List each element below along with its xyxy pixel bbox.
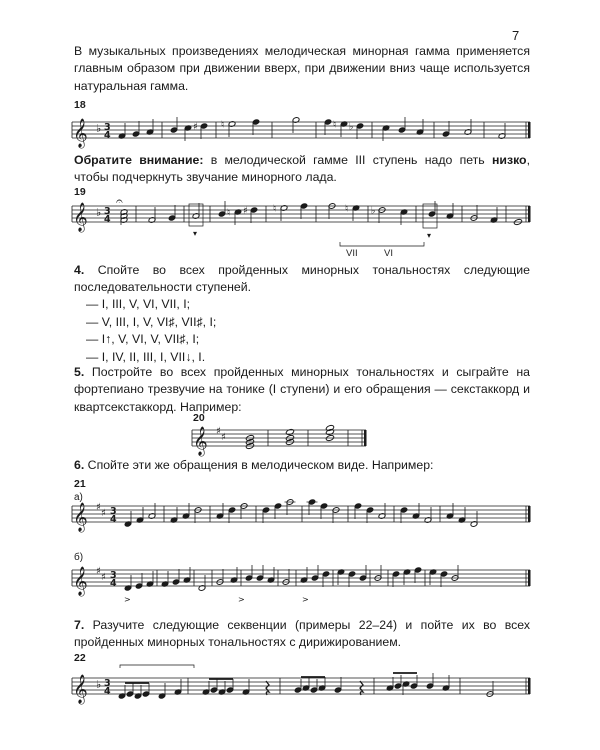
accidental-icon: ♭ — [371, 205, 376, 217]
accidental-icon: ♮ — [345, 203, 349, 215]
task-7-text: Разучите следующие секвенции (примеры 22–24) и пойте их во всех пройденных минорных тональностях с дирижированием. — [74, 618, 530, 650]
sharp-icon: ♯ — [216, 426, 221, 437]
accent-mark: > — [238, 595, 245, 604]
accidental-icon: ♯ — [243, 205, 248, 217]
music-staff-18 — [70, 112, 532, 152]
final-bar-thick — [528, 678, 531, 694]
task-4 — [74, 262, 530, 297]
accidental-icon: ♮ — [227, 207, 231, 219]
list-item: — V, III, I, V, VI♯, VII♯, I; — [86, 314, 217, 329]
final-bar-thick — [528, 570, 531, 586]
accent-mark: > — [124, 595, 131, 604]
task-6 — [74, 457, 530, 474]
example-number: 19 — [74, 186, 86, 198]
sequence-bracket — [120, 665, 194, 668]
accidental-icon: ♮ — [273, 203, 277, 215]
treble-clef-icon: 𝄞 — [193, 426, 208, 455]
example-number: 18 — [74, 99, 86, 111]
flat-icon: ♭ — [96, 206, 102, 219]
accidental-icon: ♮ — [333, 119, 337, 131]
task-7 — [74, 617, 530, 652]
treble-clef-icon: 𝄞 — [73, 202, 88, 231]
time-signature-bottom: 4 — [104, 214, 111, 225]
time-signature-top: 3 — [104, 678, 111, 689]
sharp-icon: ♯ — [101, 572, 106, 583]
highlight-box — [189, 204, 203, 226]
time-signature-top: 3 — [110, 506, 117, 517]
final-bar-thick — [528, 506, 531, 522]
list-item: — I, III, V, VI, VII, I; — [86, 297, 191, 311]
task-6-text: Спойте эти же обращения в мелодическом виде. Например: — [84, 458, 434, 472]
accent-mark: > — [302, 595, 309, 604]
time-signature-bottom: 4 — [110, 578, 117, 589]
degree-list — [86, 296, 216, 366]
flat-icon: ♭ — [96, 678, 102, 691]
quarter-rest-icon — [360, 681, 363, 695]
accidental-icon: ♮ — [221, 119, 225, 131]
music-staff-19 — [70, 194, 532, 259]
music-staff-21a — [70, 494, 532, 536]
note-head — [285, 428, 294, 435]
list-item: — I, IV, II, III, I, VII↓, I. — [86, 349, 206, 364]
treble-clef-icon: 𝄞 — [73, 674, 88, 703]
task-4-number: 4. — [74, 263, 85, 277]
attention-text-a: в мелодической гамме III ступень надо петь — [203, 153, 492, 167]
treble-clef-icon: 𝄞 — [73, 502, 88, 531]
sharp-icon: ♯ — [101, 508, 106, 519]
list-item: — I↑, V, VI, V, VII♯, I; — [86, 332, 200, 346]
degree-label-vi: VI — [384, 248, 393, 259]
final-bar-thick — [528, 206, 531, 222]
degree-label-vii: VII — [346, 248, 358, 259]
quarter-rest-icon — [266, 681, 269, 695]
accidental-icon: ♭ — [349, 121, 354, 133]
final-bar-thick — [364, 430, 367, 446]
attention-paragraph — [74, 152, 530, 187]
music-staff-20 — [190, 418, 370, 458]
flat-icon: ♭ — [96, 122, 102, 135]
fermata-icon: 𝄐 — [116, 194, 123, 208]
down-arrow-icon: ▾ — [193, 229, 198, 238]
accidental-icon: ♯ — [193, 121, 198, 133]
sub-label-a: а) — [74, 492, 83, 503]
treble-clef-icon: 𝄞 — [73, 118, 88, 147]
task-5-text: Постройте во всех пройденных минорных тональностях и сыграйте на фортепиано трезвучие на тонике (I ступени) и его обращения — секстаккорд и квартсекстаккорд. Например: — [74, 365, 530, 414]
degree-bracket — [340, 242, 424, 246]
time-signature-top: 3 — [104, 122, 111, 133]
example-number: 20 — [193, 412, 205, 424]
example-number: 21 — [74, 478, 86, 490]
time-signature-bottom: 4 — [104, 686, 111, 697]
music-staff-22 — [70, 660, 532, 710]
task-7-number: 7. — [74, 618, 85, 632]
music-staff-21b — [70, 560, 532, 606]
sharp-icon: ♯ — [96, 566, 101, 577]
time-signature-bottom: 4 — [104, 130, 111, 141]
sub-label-b: б) — [74, 552, 84, 563]
page-number: 7 — [512, 28, 520, 43]
task-6-number: 6. — [74, 458, 85, 472]
time-signature-top: 3 — [104, 206, 111, 217]
time-signature-top: 3 — [110, 570, 117, 581]
attention-text-b: , чтобы подчеркнуть звучание минорного лада. — [74, 153, 530, 185]
attention-emphasis: низко — [491, 153, 527, 167]
task-5-number: 5. — [74, 365, 85, 379]
sharp-icon: ♯ — [96, 502, 101, 513]
down-arrow-icon: ▾ — [427, 231, 432, 240]
task-4-text: Спойте во всех пройденных минорных тональностях следующие последовательности ступеней. — [74, 263, 530, 295]
task-5 — [74, 364, 530, 416]
sharp-icon: ♯ — [221, 432, 226, 443]
treble-clef-icon: 𝄞 — [73, 566, 88, 595]
time-signature-bottom: 4 — [110, 514, 117, 525]
intro-paragraph: В музыкальных произведениях мелодическая минорная гамма применяется главным образом при движении вверх, при движении вниз чаще используется натуральная гамма. — [74, 44, 530, 93]
attention-label: Обратите внимание: — [74, 153, 204, 167]
example-number: 22 — [74, 652, 86, 664]
final-bar-thick — [528, 122, 531, 138]
